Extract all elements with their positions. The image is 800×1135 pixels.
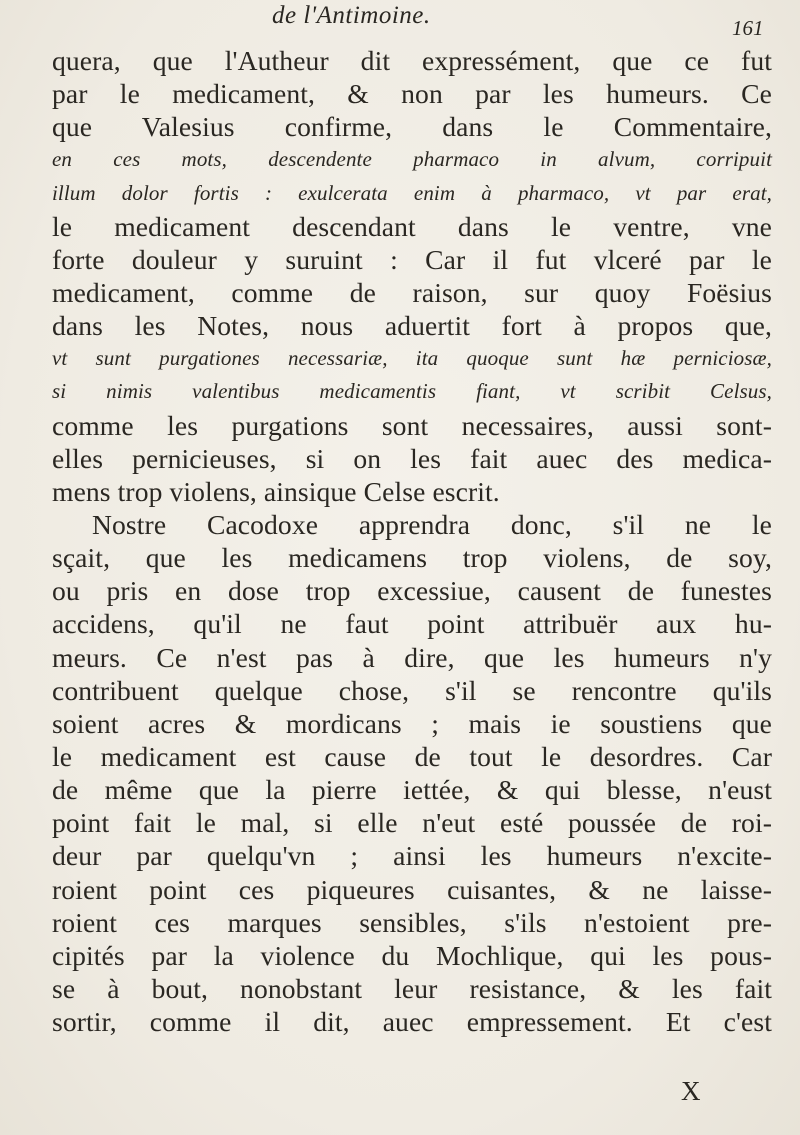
paragraph-first-line: Nostre Cacodoxe apprendra donc, s'il ne le: [92, 508, 772, 540]
text-line: forte douleur y suruint : Car il fut vlceré par le: [52, 243, 772, 275]
text-line: roient ces marques sensibles, s'ils n'estoient pre-: [52, 906, 772, 938]
latin-quote-line: si nimis valentibus medicamentis fiant, vt scribit Celsus,: [52, 379, 772, 404]
text-line: deur par quelqu'vn ; ainsi les humeurs n'excite-: [52, 840, 772, 872]
text-line: quera, que l'Autheur dit expressément, que ce fut: [52, 45, 772, 76]
text-line: dans les Notes, nous aduertit fort à propos que,: [52, 310, 772, 342]
text-line: elles pernicieuses, si on les fait auec des medica-: [52, 442, 772, 474]
text-line: accidens, qu'il ne faut point attribuër aux hu-: [52, 608, 772, 640]
text-line: medicament, comme de raison, sur quoy Foësius: [52, 276, 772, 308]
signature-mark: X: [681, 1076, 701, 1106]
page-number: 161: [732, 16, 764, 40]
latin-quote-line: en ces mots, descendente pharmaco in alvum, corripuit: [52, 147, 772, 172]
text-line: mens trop violens, ainsique Celse escrit.: [52, 475, 500, 507]
text-line: ou pris en dose trop excessiue, causent de funestes: [52, 575, 772, 607]
text-line: se à bout, nonobstant leur resistance, & les fait: [52, 972, 772, 1004]
text-line: le medicament descendant dans le ventre, vne: [52, 210, 772, 242]
text-line: par le medicament, & non par les humeurs. Ce: [52, 78, 772, 110]
text-line: meurs. Ce n'est pas à dire, que les humeurs n'y: [52, 641, 772, 673]
text-line: que Valesius confirme, dans le Commentaire,: [52, 111, 772, 143]
text-line: roient point ces piqueures cuisantes, & ne laisse-: [52, 873, 772, 905]
latin-quote-line: vt sunt purgationes necessariæ, ita quoque sunt hæ perniciosæ,: [52, 346, 772, 371]
text-line: point fait le mal, si elle n'eut esté poussée de roi-: [52, 807, 772, 839]
running-title: de l'Antimoine.: [272, 2, 431, 29]
body-text: [52, 44, 772, 1038]
text-line: comme les purgations sont necessaires, aussi sont-: [52, 409, 772, 441]
text-line: sçait, que les medicamens trop violens, de soy,: [52, 542, 772, 574]
latin-quote-line: illum dolor fortis : exulcerata enim à pharmaco, vt par erat,: [52, 180, 772, 205]
text-line: soient acres & mordicans ; mais ie soustiens que: [52, 707, 772, 739]
text-line: cipités par la violence du Mochlique, qui les pous-: [52, 939, 772, 971]
running-head: [0, 2, 800, 40]
text-line: contribuent quelque chose, s'il se rencontre qu'ils: [52, 674, 772, 706]
text-line: de même que la pierre iettée, & qui blesse, n'eust: [52, 774, 772, 806]
text-line: le medicament est cause de tout le desordres. Car: [52, 740, 772, 772]
text-line: sortir, comme il dit, auec empressement. Et c'est: [52, 1006, 772, 1038]
